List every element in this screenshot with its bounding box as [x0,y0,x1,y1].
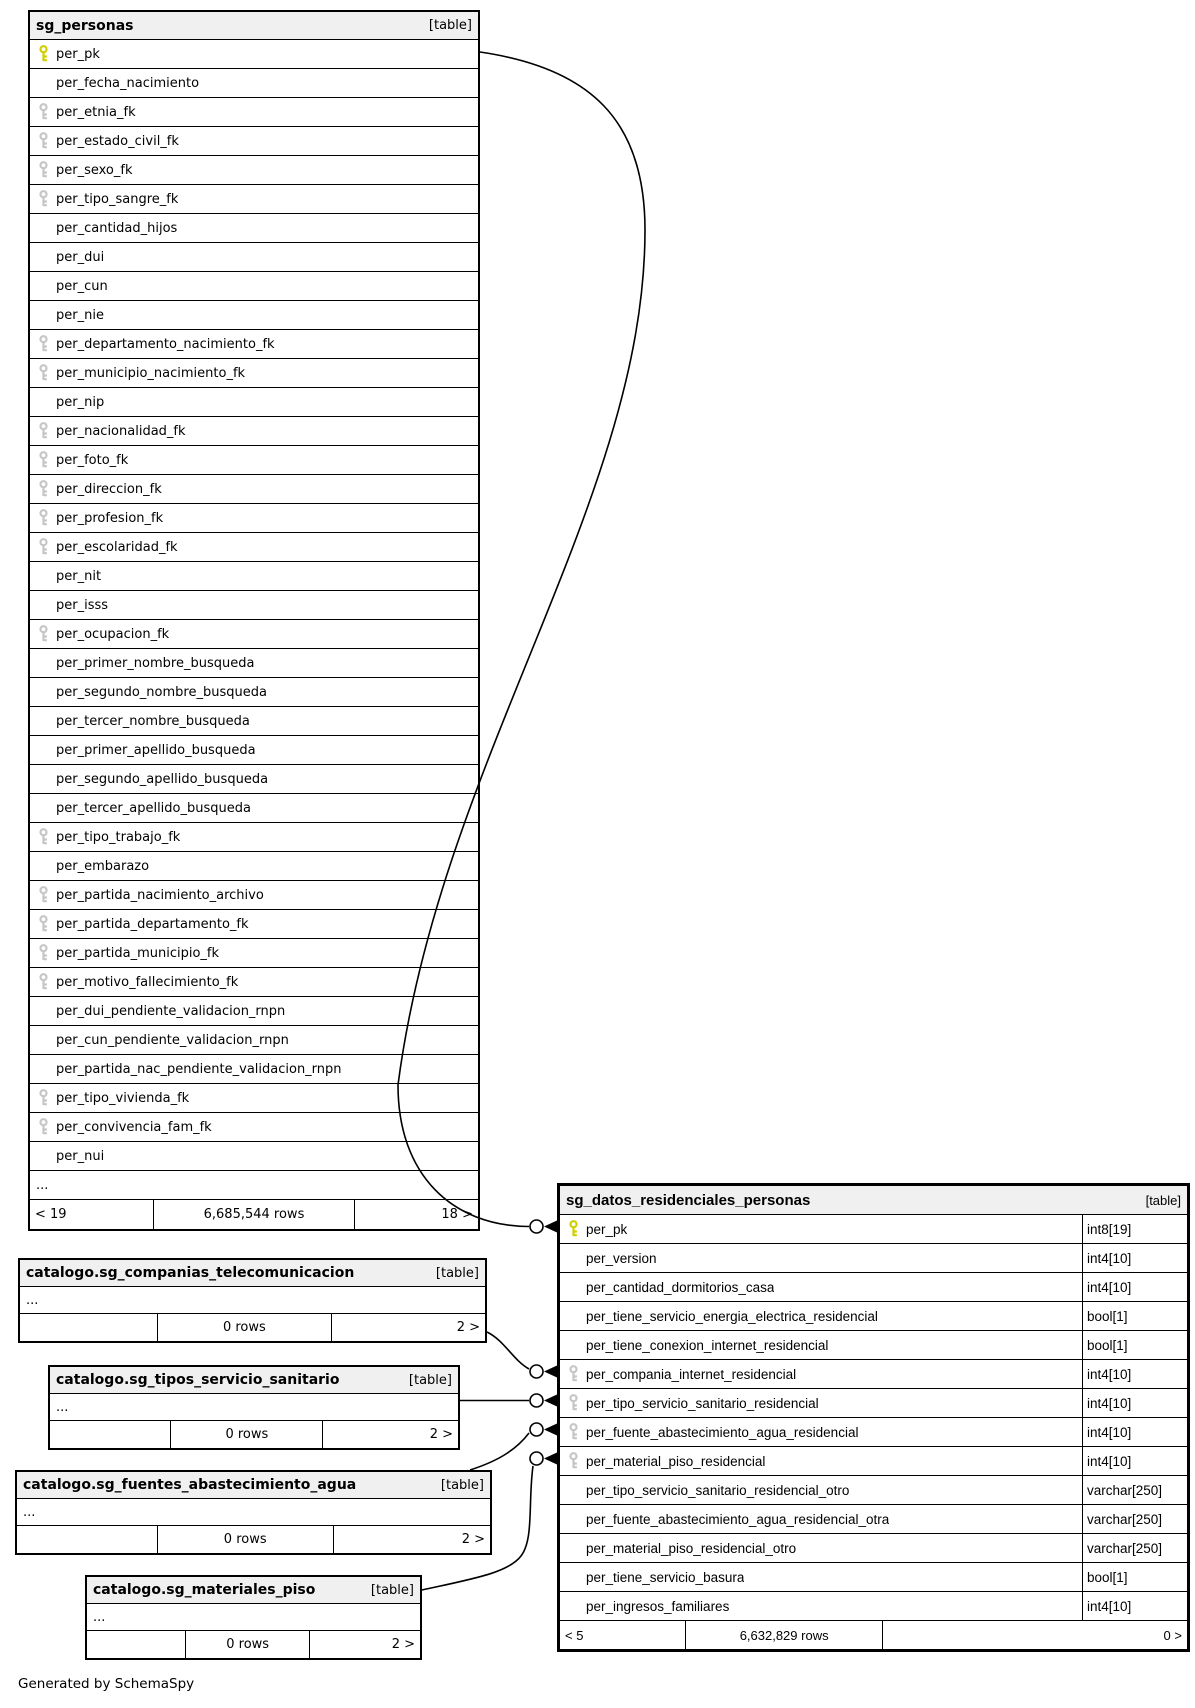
column-row [560,1592,1187,1621]
column-name: per_tipo_sangre_fk [56,191,179,207]
table-name[interactable]: catalogo.sg_fuentes_abastecimiento_agua [23,1477,357,1493]
column-name: per_tipo_trabajo_fk [56,829,181,845]
key-icon [568,1423,579,1441]
column-row [30,446,478,475]
table-footer [87,1631,420,1658]
column-row [30,910,478,939]
column-name: per_dui [56,249,105,265]
column-row [560,1273,1187,1302]
column-name: per_material_piso_residencial [586,1453,766,1469]
column-row [30,40,478,69]
table-header[interactable] [30,12,478,40]
column-type: varchar[250] [1082,1476,1187,1504]
column-name: per_isss [56,597,109,613]
column-name: per_partida_nacimiento_archivo [56,887,264,903]
key-icon [38,1089,49,1107]
column-name: per_municipio_nacimiento_fk [56,365,246,381]
column-row [560,1389,1187,1418]
column-row [560,1447,1187,1476]
key-icon [38,886,49,904]
footer-parents-count: < 5 [565,1627,584,1643]
column-row [30,301,478,330]
column-name: per_estado_civil_fk [56,133,179,149]
column-row [30,504,478,533]
column-row [560,1244,1187,1273]
column-row [30,533,478,562]
column-name: per_partida_nac_pendiente_validacion_rnpn [56,1061,342,1077]
column-row [30,156,478,185]
key-icon [38,944,49,962]
footer-children-count: 2 > [461,1532,485,1547]
column-row [30,823,478,852]
column-row [560,1505,1187,1534]
footer-parents-count [50,1421,170,1448]
column-row [30,1026,478,1055]
column-type: int4[10] [1082,1447,1187,1475]
column-row [30,997,478,1026]
column-type: int8[19] [1082,1215,1187,1243]
footer-row-count: 0 rows [185,1631,310,1658]
column-name: per_partida_departamento_fk [56,916,249,932]
column-row [30,475,478,504]
key-icon [38,480,49,498]
column-name: per_primer_nombre_busqueda [56,655,255,671]
column-type: int4[10] [1082,1244,1187,1272]
column-name: per_partida_municipio_fk [56,945,220,961]
key-icon [38,828,49,846]
column-row [30,417,478,446]
table-tag: [table] [428,18,472,33]
column-row [560,1360,1187,1389]
key-icon [38,509,49,527]
column-row [30,794,478,823]
column-name: per_tipo_servicio_sanitario_residencial_otro [586,1482,850,1498]
column-type: int4[10] [1082,1389,1187,1417]
column-name: per_primer_apellido_busqueda [56,742,256,758]
table-catalogo-sg-companias-telecomunicacion[interactable] [18,1258,487,1343]
column-row [30,243,478,272]
more-columns-marker: ... [93,1609,106,1625]
table-catalogo-sg-tipos-servicio-sanitario[interactable] [48,1365,460,1450]
column-row [30,562,478,591]
key-icon [38,625,49,643]
column-name: per_dui_pendiente_validacion_rnpn [56,1003,286,1019]
column-name: per_fecha_nacimiento [56,75,200,91]
column-row [30,272,478,301]
table-tag: [table] [1145,1192,1181,1208]
column-name: per_departamento_nacimiento_fk [56,336,275,352]
column-name: per_profesion_fk [56,510,164,526]
column-name: per_compania_internet_residencial [586,1366,797,1382]
table-footer [560,1621,1187,1649]
column-type: bool[1] [1082,1331,1187,1359]
more-columns-marker: ... [36,1177,49,1193]
table-footer [20,1314,485,1341]
column-name: per_pk [586,1221,628,1237]
column-name: per_cantidad_dormitorios_casa [586,1279,775,1295]
more-columns-marker: ... [26,1292,39,1308]
key-icon [568,1394,579,1412]
column-name: per_nui [56,1148,105,1164]
column-row [560,1418,1187,1447]
more-columns-marker: ... [56,1399,69,1415]
column-type: varchar[250] [1082,1534,1187,1562]
table-header[interactable] [50,1367,458,1394]
table-sg-personas[interactable] [28,10,480,1231]
column-row [30,939,478,968]
table-tag: [table] [370,1582,414,1598]
footer-row-count: 6,632,829 rows [685,1621,883,1649]
column-name: per_nip [56,394,105,410]
footer-row-count: 0 rows [170,1421,323,1448]
key-icon [38,364,49,382]
more-columns-marker: ... [23,1504,36,1520]
column-row [30,1113,478,1142]
key-icon [568,1220,579,1238]
table-sg-datos-residenciales-personas[interactable] [557,1183,1190,1652]
key-icon [38,422,49,440]
table-tag: [table] [440,1477,484,1493]
footer-row-count: 6,685,544 rows [153,1200,355,1229]
column-row [30,736,478,765]
key-icon [38,190,49,208]
table-footer [50,1421,458,1448]
column-row [30,185,478,214]
table-name[interactable]: sg_personas [36,17,134,34]
footer-children-count: 18 > [441,1207,473,1222]
column-type: int4[10] [1082,1592,1187,1620]
column-name: per_tiene_servicio_energia_electrica_residencial [586,1308,878,1324]
column-type: int4[10] [1082,1418,1187,1446]
generator-credit: Generated by SchemaSpy [18,1676,195,1692]
column-name: per_cun [56,278,108,294]
column-row [30,127,478,156]
column-name: per_fuente_abastecimiento_agua_residencial [586,1424,859,1440]
key-icon [38,973,49,991]
column-row [30,707,478,736]
footer-parents-count [87,1631,185,1658]
column-name: per_nie [56,307,104,323]
column-row [30,359,478,388]
footer-parents-count: < 19 [35,1207,67,1222]
footer-parents-count [17,1526,157,1553]
column-row [30,620,478,649]
column-row [560,1331,1187,1360]
footer-row-count: 0 rows [157,1526,334,1553]
column-row [560,1215,1187,1244]
column-name: per_tipo_servicio_sanitario_residencial [586,1395,819,1411]
more-columns-row [17,1499,490,1526]
column-name: per_ocupacion_fk [56,626,170,642]
column-name: per_material_piso_residencial_otro [586,1540,797,1556]
column-row [560,1476,1187,1505]
column-name: per_segundo_nombre_busqueda [56,684,267,700]
column-name: per_nit [56,568,102,584]
column-name: per_foto_fk [56,452,129,468]
column-name: per_pk [56,46,100,62]
table-header[interactable] [87,1577,420,1604]
key-icon [38,451,49,469]
column-row [30,852,478,881]
column-name: per_cantidad_hijos [56,220,178,236]
column-name: per_nacionalidad_fk [56,423,186,439]
table-name[interactable]: sg_datos_residenciales_personas [566,1191,811,1209]
column-type: bool[1] [1082,1302,1187,1330]
table-header[interactable] [560,1186,1187,1215]
table-name[interactable]: catalogo.sg_companias_telecomunicacion [26,1265,355,1281]
column-name: per_escolaridad_fk [56,539,178,555]
column-name: per_segundo_apellido_busqueda [56,771,269,787]
column-row [30,968,478,997]
column-type: bool[1] [1082,1563,1187,1591]
column-name: per_convivencia_fam_fk [56,1119,212,1135]
column-name: per_etnia_fk [56,104,136,120]
column-name: per_embarazo [56,858,150,874]
column-name: per_tercer_nombre_busqueda [56,713,250,729]
column-name: per_tercer_apellido_busqueda [56,800,251,816]
more-columns-row [87,1604,420,1631]
column-name: per_direccion_fk [56,481,162,497]
table-footer [17,1526,490,1553]
column-row [30,765,478,794]
key-icon [38,538,49,556]
key-icon [568,1365,579,1383]
column-name: per_tiene_conexion_internet_residencial [586,1337,829,1353]
column-row [30,214,478,243]
key-icon [38,161,49,179]
table-footer [30,1200,478,1229]
column-name: per_tipo_vivienda_fk [56,1090,190,1106]
table-catalogo-sg-materiales-piso[interactable] [85,1575,422,1660]
column-row [30,591,478,620]
column-name: per_sexo_fk [56,162,133,178]
column-row [560,1534,1187,1563]
column-name: per_version [586,1250,657,1266]
key-icon [38,335,49,353]
edge-fuentes-agua [470,1423,557,1470]
more-columns-row [50,1394,458,1421]
footer-row-count: 0 rows [157,1314,331,1341]
table-tag: [table] [435,1265,479,1281]
more-columns-row [30,1171,478,1200]
column-name: per_cun_pendiente_validacion_rnpn [56,1032,289,1048]
column-row [30,1084,478,1113]
column-row [30,649,478,678]
column-type: varchar[250] [1082,1505,1187,1533]
table-name[interactable]: catalogo.sg_materiales_piso [93,1582,316,1598]
column-row [560,1302,1187,1331]
table-header[interactable] [17,1472,490,1499]
key-icon [38,915,49,933]
column-type: int4[10] [1082,1273,1187,1301]
table-tag: [table] [408,1372,452,1388]
key-icon [38,1118,49,1136]
column-name: per_tiene_servicio_basura [586,1569,745,1585]
column-row [30,330,478,359]
footer-children-count: 0 > [1163,1627,1182,1643]
footer-children-count: 2 > [456,1320,480,1335]
column-type: int4[10] [1082,1360,1187,1388]
column-row [30,1055,478,1084]
table-header[interactable] [20,1260,485,1287]
column-name: per_ingresos_familiares [586,1598,730,1614]
more-columns-row [20,1287,485,1314]
footer-children-count: 2 > [429,1427,453,1442]
edge-companias [487,1332,557,1378]
column-row [30,388,478,417]
column-name: per_fuente_abastecimiento_agua_residencial_otra [586,1511,890,1527]
table-catalogo-sg-fuentes-abastecimiento-agua[interactable] [15,1470,492,1555]
footer-parents-count [20,1314,157,1341]
column-row [30,69,478,98]
edge-tipos-sanitario [460,1394,557,1407]
table-name[interactable]: catalogo.sg_tipos_servicio_sanitario [56,1372,340,1388]
column-row [30,881,478,910]
column-row [30,98,478,127]
key-icon [38,103,49,121]
column-row [30,1142,478,1171]
footer-children-count: 2 > [391,1637,415,1652]
key-icon [38,45,49,63]
key-icon [38,132,49,150]
column-name: per_motivo_fallecimiento_fk [56,974,239,990]
key-icon [568,1452,579,1470]
column-row [560,1563,1187,1592]
column-row [30,678,478,707]
